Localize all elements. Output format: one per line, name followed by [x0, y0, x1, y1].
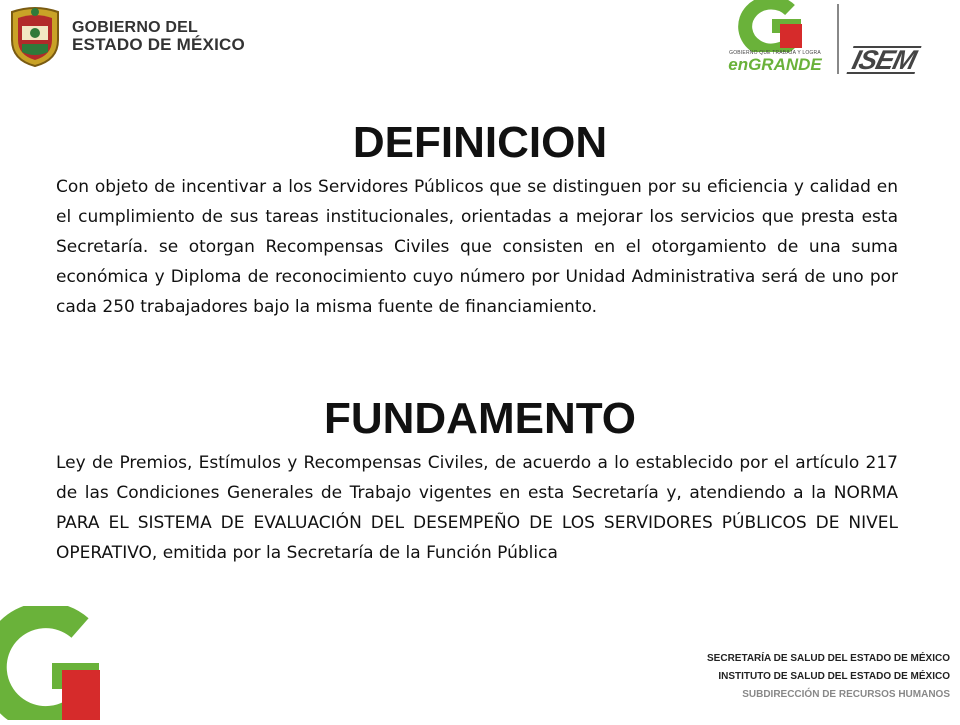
footer-institutions [707, 650, 950, 704]
fundamento-title: FUNDAMENTO [323, 394, 637, 443]
government-name [72, 20, 245, 55]
engrande-text: enGRANDE [728, 55, 822, 74]
state-seal-icon [8, 6, 62, 68]
definicion-paragraph: Con objeto de incentivar a los Servidores Públicos que se distinguen por su eficiencia y calidad en el cumplimiento de sus tareas institucionales, orientadas a mejorar los servicios que presta esta Secretaría. se otorgan Recompensas Civiles que consisten en el otorgamiento de una suma económica y Diploma de reconocimiento cuyo número por Unidad Administrativa será de uno por cada 250 trabajadores bajo la misma fuente de financiamiento. [56, 177, 898, 317]
g-logo-icon [732, 0, 812, 52]
engrande-isem-logos [720, 0, 960, 80]
isem-logo-icon: ISEM [847, 46, 922, 74]
tagline-text: GOBIERNO QUE TRABAJA Y LOGRA [729, 50, 821, 56]
footer-line-1: SECRETARÍA DE SALUD DEL ESTADO DE MÉXICO [707, 653, 950, 664]
definicion-title: DEFINICION [352, 118, 608, 167]
footer-line-3: SUBDIRECCIÓN DE RECURSOS HUMANOS [742, 689, 950, 700]
logo-divider [837, 4, 839, 74]
state-government-logo [8, 6, 245, 68]
engrande-tag [720, 50, 830, 75]
gov-line-1: GOBIERNO DEL [72, 18, 198, 36]
footer-g-logo-icon [0, 606, 100, 720]
fundamento-paragraph: Ley de Premios, Estímulos y Recompensas Civiles, de acuerdo a lo establecido por el artículo 217 de las Condiciones Generales de Trabajo vigentes en esta Secretaría y, atendiendo a la NORMA PARA EL SISTEMA DE EVALUACIÓN DEL DESEMPEÑO DE LOS SERVIDORES PÚBLICOS DE NIVEL OPERATIVO, emitida por la Secretaría de la Función Pública [56, 453, 898, 563]
footer-line-2: INSTITUTO DE SALUD DEL ESTADO DE MÉXICO [718, 671, 950, 682]
gov-line-2: ESTADO DE MÉXICO [72, 35, 245, 55]
